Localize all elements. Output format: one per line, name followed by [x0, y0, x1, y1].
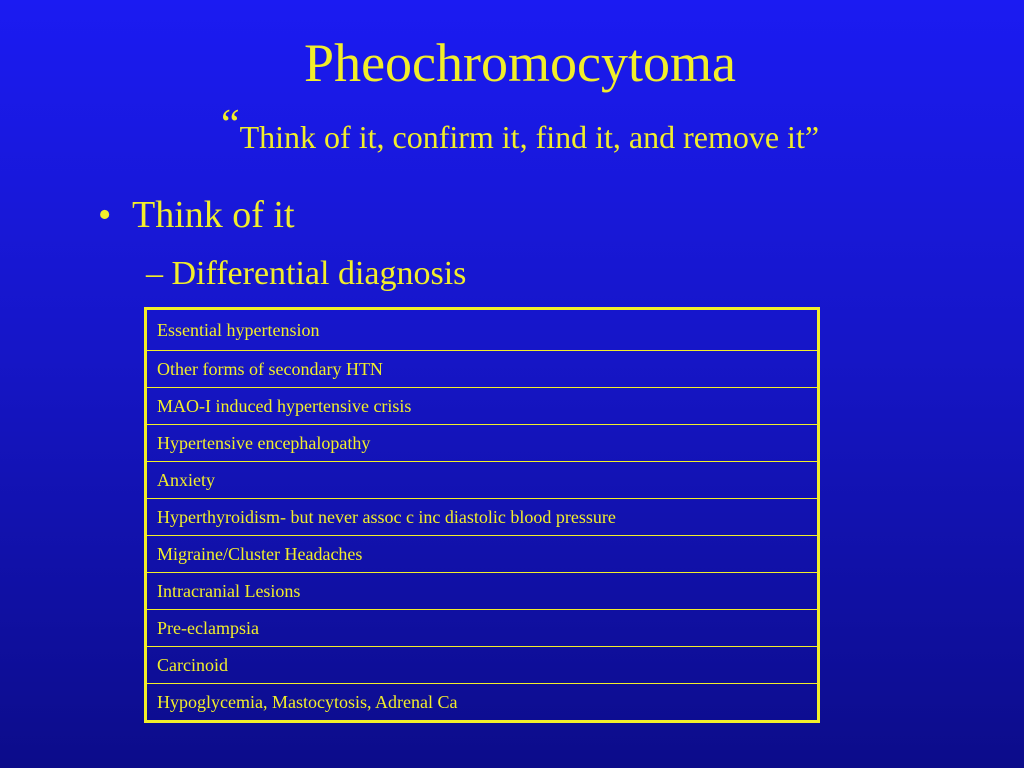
table-cell: Carcinoid	[146, 647, 819, 684]
bullet-text: Think of it	[132, 194, 295, 236]
table-row	[146, 684, 819, 722]
table-cell: Anxiety	[146, 462, 819, 499]
table-cell: Hyperthyroidism- but never assoc c inc diastolic blood pressure	[146, 499, 819, 536]
table-row	[146, 647, 819, 684]
table-row	[146, 309, 819, 351]
table-row	[146, 425, 819, 462]
table-cell: Migraine/Cluster Headaches	[146, 536, 819, 573]
subtitle-text: Think of it, confirm it, find it, and remove it”	[239, 119, 820, 155]
table-row	[146, 536, 819, 573]
subbullet-differential-diagnosis: – Differential diagnosis	[146, 255, 467, 292]
differential-diagnosis-table	[144, 307, 820, 723]
bullet-think-of-it	[98, 190, 295, 240]
slide-title: Pheochromocytoma	[304, 33, 736, 93]
table-cell: Other forms of secondary HTN	[146, 351, 819, 388]
table-row	[146, 351, 819, 388]
table-cell: Hypoglycemia, Mastocytosis, Adrenal Ca	[146, 684, 819, 722]
table-row	[146, 610, 819, 647]
table-row	[146, 499, 819, 536]
table-cell: MAO-I induced hypertensive crisis	[146, 388, 819, 425]
table-cell: Essential hypertension	[146, 309, 819, 351]
table-row	[146, 573, 819, 610]
table-cell: Pre-eclampsia	[146, 610, 819, 647]
table-row	[146, 388, 819, 425]
slide-subtitle	[0, 102, 1024, 162]
table-cell: Intracranial Lesions	[146, 573, 819, 610]
table-cell: Hypertensive encephalopathy	[146, 425, 819, 462]
table-row	[146, 462, 819, 499]
bullet-marker: •	[98, 194, 112, 236]
subtitle-open-quote: “	[220, 102, 240, 148]
